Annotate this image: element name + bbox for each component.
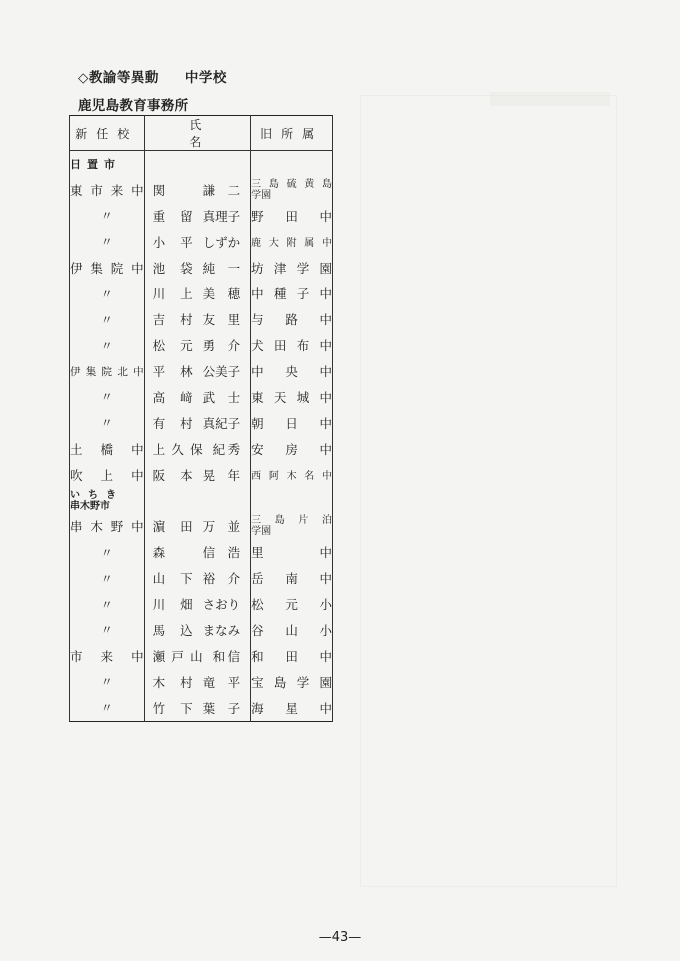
new-school-cell: 吹上中 — [70, 462, 145, 488]
empty-cell — [251, 151, 333, 177]
surname: 上 久 保 — [152, 441, 203, 457]
given-name: 晃 年 — [202, 467, 241, 483]
teacher-name — [145, 310, 251, 328]
teacher-name — [145, 569, 251, 587]
page-number: —43— — [318, 930, 362, 945]
teacher-name — [145, 466, 251, 484]
given-name: さ お り — [202, 597, 241, 613]
new-school-cell: 〃 — [70, 384, 145, 410]
table-header-row — [70, 116, 333, 151]
teacher-name — [145, 284, 251, 302]
header-name: 氏名 — [144, 116, 251, 151]
teacher-name-cell — [144, 669, 251, 695]
previous-post-cell: 海星中 — [251, 695, 333, 721]
given-name: 葉 子 — [202, 700, 241, 716]
teacher-name-cell — [144, 436, 251, 462]
header-new-school: 新任校 — [70, 116, 145, 151]
teacher-name — [145, 595, 251, 613]
teacher-name — [145, 388, 251, 406]
new-school-cell: 土橋中 — [70, 436, 145, 462]
school-level: 中学校 — [184, 70, 227, 86]
surname: 重 留 — [152, 208, 193, 224]
teacher-name-cell — [144, 643, 251, 669]
new-school-cell: 東市来中 — [70, 177, 145, 203]
table-row — [70, 203, 333, 229]
teacher-name — [145, 259, 251, 277]
new-school-cell: 〃 — [70, 617, 145, 643]
new-school-cell: 〃 — [70, 669, 145, 695]
previous-post-cell: 中央中 — [251, 358, 333, 384]
surname: 川 畑 — [152, 597, 193, 613]
table-row — [70, 591, 333, 617]
transfer-table — [69, 115, 333, 722]
given-name: 紀 秀 — [212, 441, 241, 457]
teacher-name — [145, 647, 251, 665]
teacher-name-cell — [144, 695, 251, 721]
table-row — [70, 384, 333, 410]
teacher-name — [145, 181, 251, 199]
empty-cell — [144, 151, 251, 177]
surname: 馬 込 — [152, 622, 193, 638]
teacher-name-cell — [144, 617, 251, 643]
teacher-name — [145, 414, 251, 432]
surname: 高 﨑 — [152, 389, 193, 405]
surname: 吉 村 — [152, 312, 193, 328]
teacher-name-cell — [144, 462, 251, 488]
surname: 小 平 — [152, 234, 193, 250]
given-name: 純 一 — [202, 260, 241, 276]
surname: 池 袋 — [152, 260, 193, 276]
header-prev-post: 旧所属 — [251, 116, 333, 151]
teacher-name-cell — [144, 255, 251, 281]
teacher-name-cell — [144, 410, 251, 436]
teacher-name-cell — [144, 591, 251, 617]
given-name: 信 浩 — [202, 545, 241, 561]
new-school-cell: 串木野中 — [70, 513, 145, 539]
surname: 有 村 — [152, 415, 193, 431]
municipality-label-line2: 串木野市 — [70, 500, 110, 512]
new-school-cell: 〃 — [70, 539, 145, 565]
teacher-name-cell — [144, 565, 251, 591]
previous-post-cell: 中種子中 — [251, 280, 333, 306]
table-row — [70, 669, 333, 695]
new-school-cell: 〃 — [70, 280, 145, 306]
empty-cell — [144, 488, 251, 514]
table-row — [70, 539, 333, 565]
teacher-name-cell — [144, 280, 251, 306]
table-row — [70, 177, 333, 203]
teacher-name — [145, 621, 251, 639]
surname: 山 下 — [152, 571, 193, 587]
surname: 関 — [152, 182, 166, 198]
previous-post-cell: 宝島学園 — [251, 669, 333, 695]
new-school-cell: 〃 — [70, 410, 145, 436]
teacher-name — [145, 207, 251, 225]
teacher-name — [145, 699, 251, 717]
previous-post-cell: 和田中 — [251, 643, 333, 669]
new-school-cell: 〃 — [70, 229, 145, 255]
new-school-cell: 〃 — [70, 332, 145, 358]
previous-post-cell: 坊津学園 — [251, 255, 333, 281]
teacher-name-cell — [144, 513, 251, 539]
teacher-name — [145, 440, 251, 458]
teacher-name — [145, 362, 251, 380]
given-name: 万 並 — [202, 519, 241, 535]
previous-post-cell: 野田中 — [251, 203, 333, 229]
given-name: ま な み — [202, 622, 241, 638]
surname: 平 林 — [152, 364, 193, 380]
table-row — [70, 306, 333, 332]
given-name: 武 士 — [202, 389, 241, 405]
new-school-cell: 伊集院中 — [70, 255, 145, 281]
teacher-name-cell — [144, 384, 251, 410]
table-row — [70, 410, 333, 436]
previous-post-cell: 与路中 — [251, 306, 333, 332]
table-row — [70, 280, 333, 306]
given-name: 友 里 — [202, 312, 241, 328]
surname: 濵 田 — [152, 519, 193, 535]
teacher-name — [145, 336, 251, 354]
teacher-name — [145, 517, 251, 535]
previous-post-cell: 東天城中 — [251, 384, 333, 410]
bleed-through-title — [490, 92, 610, 106]
previous-post-cell: 三島硫黄島 学園 — [251, 178, 332, 201]
previous-post-cell: 鹿大附属中 — [251, 229, 333, 255]
new-school-cell: 〃 — [70, 306, 145, 332]
teacher-name-cell — [144, 332, 251, 358]
given-name: 和 信 — [212, 648, 241, 664]
empty-cell — [251, 488, 333, 514]
office-name: 鹿児島教育事務所 — [78, 98, 189, 114]
surname: 阪 本 — [152, 467, 193, 483]
given-name: 謙 二 — [202, 182, 241, 198]
given-name: 真 紀 子 — [202, 415, 241, 431]
surname: 瀬 戸 山 — [152, 648, 203, 664]
surname: 森 — [152, 545, 166, 561]
table-row — [70, 617, 333, 643]
table-row — [70, 332, 333, 358]
table-row — [70, 436, 333, 462]
surname: 竹 下 — [152, 700, 193, 716]
previous-post-cell: 犬田布中 — [251, 332, 333, 358]
surname: 木 村 — [152, 674, 193, 690]
section-title-text: ◇教諭等異動 — [78, 70, 159, 86]
teacher-name — [145, 673, 251, 691]
table-row — [70, 151, 333, 177]
previous-post-cell: 岳南中 — [251, 565, 333, 591]
given-name: 真 理 子 — [202, 208, 241, 224]
previous-post-cell: 谷山小 — [251, 617, 333, 643]
given-name: 美 穂 — [202, 286, 241, 302]
table-row — [70, 513, 333, 539]
previous-post-cell: 西阿木名中 — [251, 462, 333, 488]
bleed-through-table — [360, 95, 617, 887]
new-school-cell: 伊集院北中 — [70, 358, 145, 384]
teacher-name — [145, 543, 251, 561]
new-school-cell: 〃 — [70, 203, 145, 229]
table-row — [70, 255, 333, 281]
given-name: 公 美 子 — [202, 364, 241, 380]
section-title — [78, 66, 227, 86]
municipality-label-line1: いちき — [70, 489, 124, 501]
surname: 松 元 — [152, 338, 193, 354]
given-name: 裕 介 — [202, 571, 241, 587]
new-school-cell: 〃 — [70, 591, 145, 617]
new-school-cell: 〃 — [70, 565, 145, 591]
teacher-name-cell — [144, 539, 251, 565]
table-row — [70, 695, 333, 721]
previous-post-cell: 三島片泊 学園 — [251, 515, 332, 538]
teacher-name-cell — [144, 229, 251, 255]
table-row — [70, 565, 333, 591]
surname: 川 上 — [152, 286, 193, 302]
teacher-name-cell — [144, 306, 251, 332]
previous-post-cell: 里中 — [251, 539, 333, 565]
table-row — [70, 229, 333, 255]
given-name: 竜 平 — [202, 674, 241, 690]
given-name: 勇 介 — [202, 338, 241, 354]
table-row — [70, 462, 333, 488]
table-row — [70, 358, 333, 384]
previous-post-cell: 安房中 — [251, 436, 333, 462]
given-name: し ず か — [202, 234, 241, 250]
teacher-name — [145, 233, 251, 251]
table-row — [70, 643, 333, 669]
municipality-label — [70, 488, 145, 514]
teacher-name-cell — [144, 177, 251, 203]
previous-post-cell: 松元小 — [251, 591, 333, 617]
municipality-label: 日置市 — [70, 151, 145, 177]
previous-post-cell: 朝日中 — [251, 410, 333, 436]
table-row — [70, 488, 333, 514]
teacher-name-cell — [144, 358, 251, 384]
new-school-cell: 市来中 — [70, 643, 145, 669]
new-school-cell: 〃 — [70, 695, 145, 721]
teacher-name-cell — [144, 203, 251, 229]
